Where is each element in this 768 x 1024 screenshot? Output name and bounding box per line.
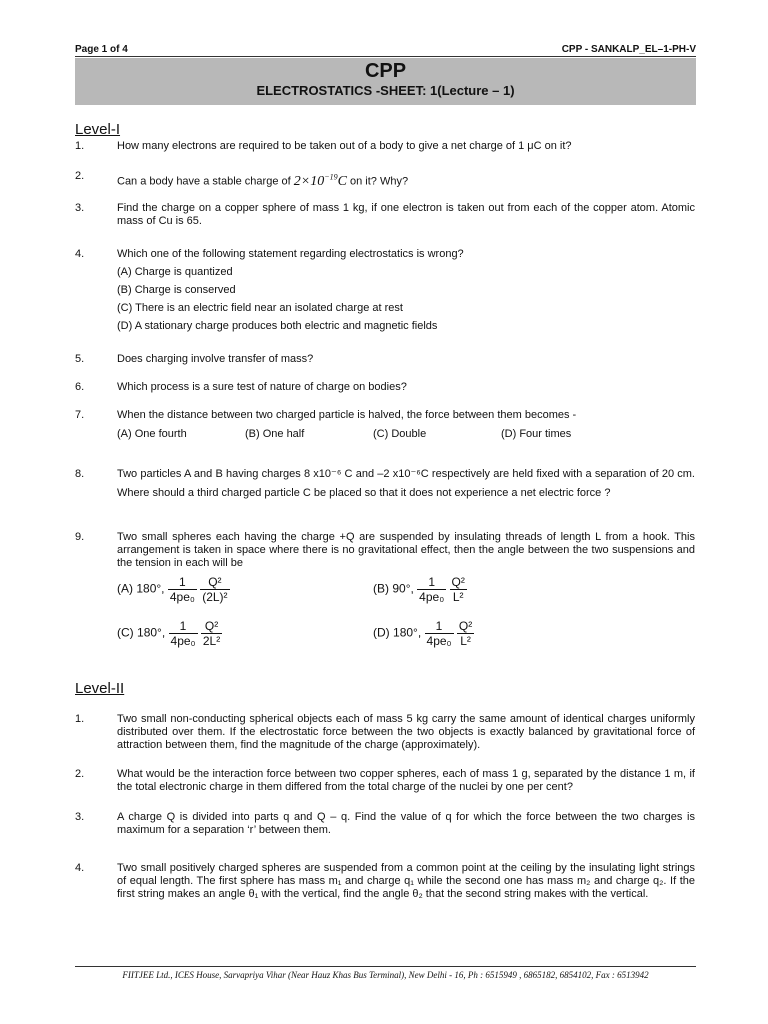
question-text: How many electrons are required to be taken out of a body to give a net charge of 1 μC on it?	[117, 140, 572, 152]
numerator: 1	[417, 575, 446, 590]
fraction	[457, 619, 474, 648]
question-l1-8	[75, 465, 695, 503]
question-text: Two small spheres each having the charge +Q are suspended by insulating threads of length L from a hook. This arrangement is taken in space where there is no gravitational effect, then the angle between the two suspensions and the tension in each will be	[117, 531, 695, 569]
question-l1-4	[75, 248, 695, 261]
question-text	[117, 170, 695, 189]
question-l2-2	[75, 768, 695, 794]
question-number: 5.	[75, 353, 85, 365]
question-l1-7	[75, 409, 695, 422]
question-text: Two particles A and B having charges 8 x10⁻⁶ C and –2 x10⁻⁶C respectively are held fixed with a separation of 20 cm. Where should a third charged particle C be placed so that it does not experience a net electric force ?	[117, 468, 695, 499]
option-label: (C)	[117, 625, 134, 640]
title-banner	[75, 58, 696, 105]
option-b	[373, 575, 467, 604]
option-angle: 180°,	[137, 625, 166, 640]
question-number: 4.	[75, 248, 85, 260]
question-text: A charge Q is divided into parts q and Q – q. Find the value of q for which the force between the two charges is maximum for a separation ‘r’ between them.	[117, 811, 695, 836]
numerator: 1	[169, 619, 198, 634]
numerator: 1	[168, 575, 197, 590]
question-number: 2.	[75, 170, 85, 182]
question-text: Does charging involve transfer of mass?	[117, 353, 314, 365]
question-l2-1	[75, 713, 695, 752]
question-text: Find the charge on a copper sphere of mass 1 kg, if one electron is taken out from each of the copper atom. Atomic mass of Cu is 65.	[117, 202, 695, 227]
page-subtitle: ELECTROSTATICS -SHEET: 1(Lecture – 1)	[256, 83, 515, 98]
question-number: 1.	[75, 713, 85, 725]
question-number: 7.	[75, 409, 85, 421]
charge-value	[294, 174, 347, 189]
denominator: 4pe₀	[419, 590, 445, 604]
fraction	[201, 619, 222, 648]
numerator: Q²	[200, 575, 229, 590]
level-2-heading: Level-II	[75, 680, 125, 697]
option-angle: 180°,	[136, 581, 165, 596]
option-label: (B)	[373, 581, 389, 596]
option-b: (B) Charge is conserved	[117, 284, 236, 296]
question-text-post: on it? Why?	[350, 175, 409, 188]
question-text: Two small positively charged spheres are suspended from a common point at the ceiling by the insulating light strings of equal length. The first sphere has mass m₁ and charge q₁ while the second one has mass m₂ and charge q₂. If the first string makes an angle θ₁ with the vertical, find the angle θ₂ that the second string makes with the vertical.	[117, 862, 695, 900]
question-number: 9.	[75, 531, 85, 543]
question-l1-2	[75, 170, 695, 189]
fraction	[169, 619, 198, 648]
footer-address: FIITJEE Ltd., ICES House, Sarvapriya Vihar (Near Hauz Khas Bus Terminal), New Delhi - 16, Ph : 6515949 , 6865182, 6854102, Fax : 6513942	[122, 970, 649, 980]
question-number: 3.	[75, 811, 85, 823]
question-text: Which process is a sure test of nature of charge on bodies?	[117, 381, 407, 393]
option-b: (B) One half	[245, 428, 305, 440]
page-number: Page 1 of 4	[75, 44, 128, 55]
option-c: (C) There is an electric field near an isolated charge at rest	[117, 302, 403, 314]
option-c: (C) Double	[373, 428, 427, 440]
question-l1-6	[75, 381, 695, 394]
question-number: 3.	[75, 202, 85, 214]
fraction	[450, 575, 467, 604]
question-l2-3	[75, 811, 695, 837]
option-angle: 90°,	[392, 581, 414, 596]
option-a: (A) Charge is quantized	[117, 266, 233, 278]
page-title: CPP	[364, 60, 407, 82]
denominator: 4pe₀	[426, 634, 452, 648]
question-text: Two small non-conducting spherical objects each of mass 5 kg carry the same amount of identical charges uniformly distributed over them. If the electrostatic force between the two objects is exactly balanced by gravitational force of attraction between them, find the magnitude of the charge (approximately).	[117, 713, 695, 751]
question-number: 6.	[75, 381, 85, 393]
question-l1-5	[75, 353, 695, 366]
question-number: 2.	[75, 768, 85, 780]
question-number: 8.	[75, 468, 85, 480]
denominator: L²	[452, 590, 464, 604]
numerator: 1	[425, 619, 454, 634]
question-number: 4.	[75, 862, 85, 874]
question-l1-1	[75, 140, 695, 153]
fraction	[417, 575, 446, 604]
charge-mantissa: 2×10	[293, 173, 325, 189]
denominator: 4pe₀	[170, 634, 196, 648]
question-l2-4	[75, 862, 695, 901]
question-l1-3	[75, 202, 695, 228]
option-label: (D)	[373, 625, 390, 640]
option-a: (A) One fourth	[117, 428, 187, 440]
question-text: What would be the interaction force between two copper spheres, each of mass 1 g, separated by the distance 1 m, if the total electronic charge in them differed from the total charge of the nuclei by one per cent?	[117, 768, 695, 793]
fraction	[168, 575, 197, 604]
sheet-code: CPP - SANKALP_EL–1-PH-V	[561, 44, 696, 55]
numerator: Q²	[458, 619, 473, 633]
option-d: (D) Four times	[501, 428, 572, 440]
option-d: (D) A stationary charge produces both electric and magnetic fields	[117, 320, 438, 332]
question-text: When the distance between two charged particle is halved, the force between them becomes -	[117, 409, 577, 421]
option-d	[373, 619, 474, 648]
option-angle: 180°,	[393, 625, 422, 640]
option-a	[117, 575, 230, 604]
header-rule	[75, 56, 696, 57]
option-c	[117, 619, 222, 648]
fraction	[200, 575, 229, 604]
charge-unit: C	[337, 173, 347, 189]
denominator: L²	[460, 634, 471, 648]
charge-exponent: −19	[324, 172, 338, 181]
question-l1-9	[75, 531, 695, 570]
fraction	[425, 619, 454, 648]
level-1-heading: Level-I	[75, 121, 121, 138]
denominator: 2L²	[202, 634, 221, 648]
numerator: Q²	[201, 619, 222, 634]
denominator: (2L)²	[202, 590, 228, 604]
denominator: 4pe₀	[169, 590, 195, 604]
option-label: (A)	[117, 581, 133, 596]
question-text-pre: Can a body have a stable charge of	[117, 175, 291, 188]
question-text: Which one of the following statement regarding electrostatics is wrong?	[117, 248, 464, 260]
footer-rule	[75, 966, 696, 967]
numerator: Q²	[451, 575, 465, 589]
question-number: 1.	[75, 140, 85, 152]
